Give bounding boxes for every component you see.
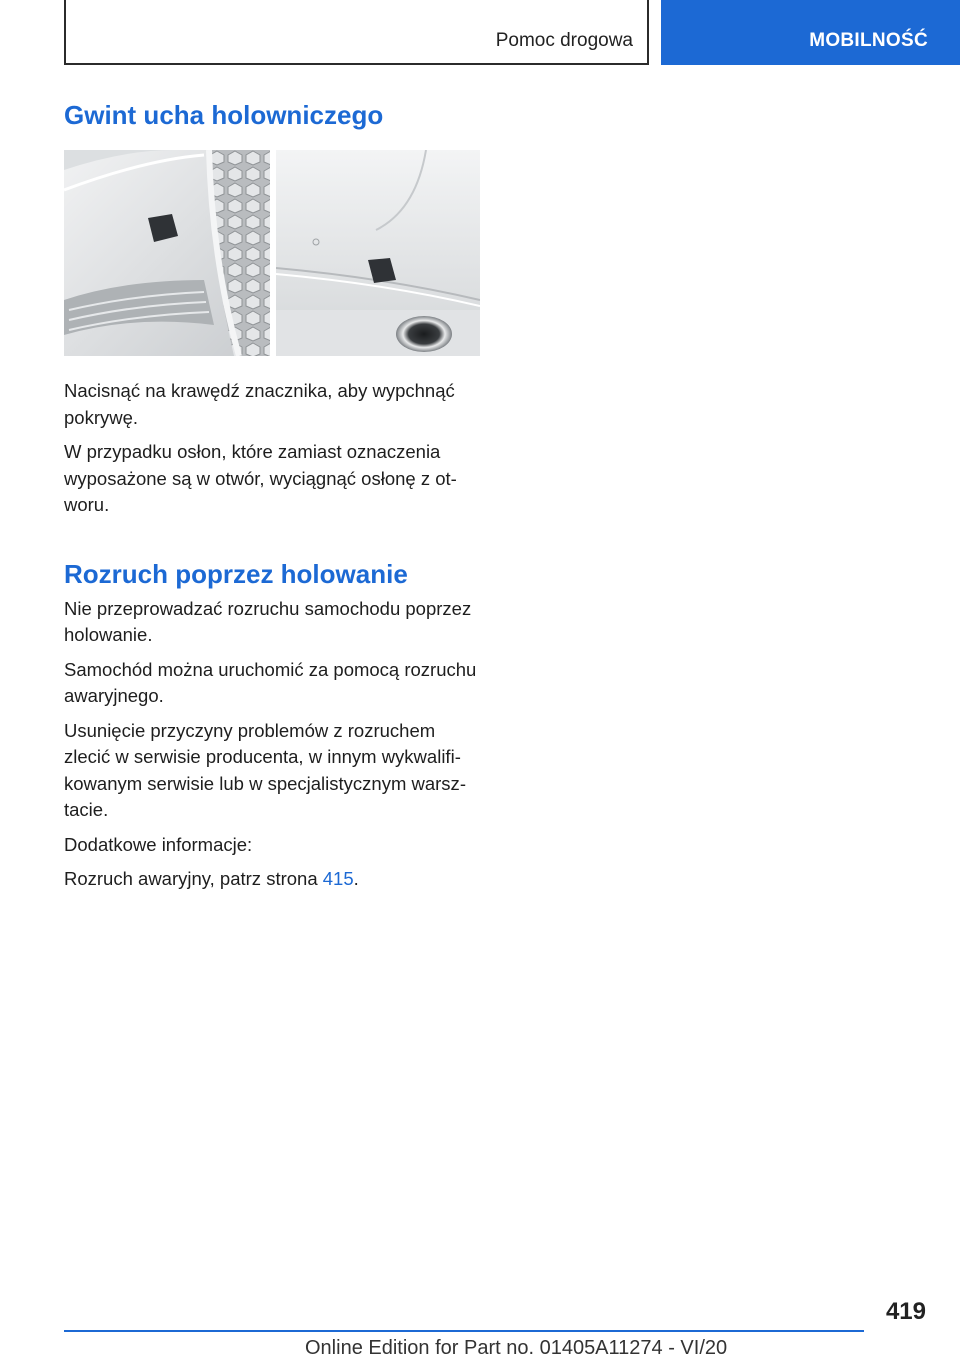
footer-edition: Online Edition for Part no. 01405A11274 - VI/20 (305, 1337, 728, 1359)
footer-divider (64, 1330, 864, 1332)
reference-paragraph (64, 866, 484, 893)
page-content (64, 100, 484, 901)
paragraph: Samochód można uruchomić za pomocą rozruchu awaryjnego. (64, 658, 477, 707)
page-number: 419 (885, 1298, 926, 1325)
paragraph: Usunięcie przyczyny problemów z rozruchem zlecić w serwisie producenta, w innym wykwalifikowanym serwisie lub w specjalistycznym warsztacie. (64, 719, 466, 821)
paragraph: W przypadku osłon, które zamiast oznaczenia wyposażone są w otwór, wyciągnąć osłonę z otworu. (64, 441, 457, 516)
header-section-title: Pomoc drogowa (495, 30, 633, 51)
rear-bumper-photo (276, 150, 480, 356)
page-link-415[interactable]: 415 (322, 868, 354, 890)
running-header (64, 0, 649, 65)
reference-text: Rozruch awaryjny, patrz strona (64, 868, 323, 890)
reference-suffix: . (353, 868, 359, 890)
towing-eye-photos (64, 150, 480, 356)
front-bumper-photo (64, 150, 270, 356)
paragraph: Nie przeprowadzać rozruchu samochodu poprzez holowanie. (64, 597, 472, 646)
section-title-tow-start: Rozruch poprzez holowanie (64, 558, 408, 589)
paragraph: Nacisnąć na krawędź znacznika, aby wypchnąć pokrywę. (64, 380, 455, 428)
chapter-tab[interactable] (661, 0, 960, 65)
paragraph: Dodatkowe informacje: (64, 833, 253, 855)
section-title-towing-eye: Gwint ucha holowniczego (64, 100, 384, 130)
chapter-tab-label: MOBILNOŚĆ (809, 30, 928, 51)
